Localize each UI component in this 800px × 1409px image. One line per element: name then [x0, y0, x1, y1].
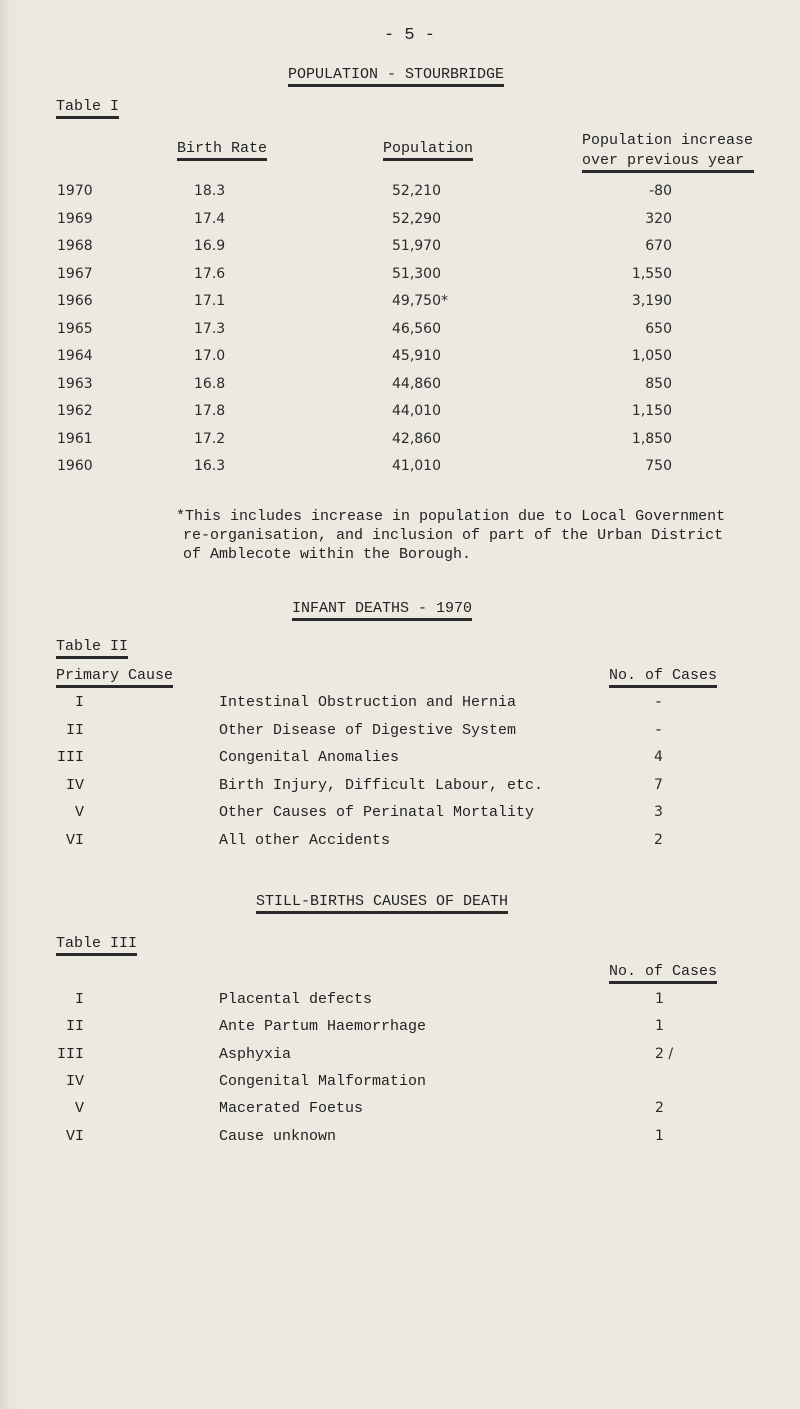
increase-cell: 3,190: [631, 293, 672, 309]
roman-numeral: V: [74, 804, 84, 821]
birth-rate-cell: 17.6: [194, 266, 226, 282]
birth-rate-cell: 16.3: [194, 458, 226, 474]
cause-cell: Macerated Foetus: [219, 1100, 364, 1117]
population-cell: 51,300: [392, 266, 441, 282]
table1-header-increase-line2: over previous year: [582, 152, 754, 173]
year-cell: 1962: [57, 403, 93, 419]
roman-numeral: III: [56, 749, 84, 766]
increase-cell: 650: [645, 321, 672, 337]
increase-cell: 1,550: [631, 266, 672, 282]
population-cell: 51,970: [392, 238, 441, 254]
table2-heading: INFANT DEATHS - 1970: [292, 600, 472, 621]
year-cell: 1970: [57, 183, 93, 199]
cause-cell: Congenital Anomalies: [219, 749, 400, 766]
population-cell: 49,750*: [392, 293, 448, 309]
year-cell: 1966: [57, 293, 93, 309]
roman-numeral: IV: [65, 777, 84, 794]
table1-footnote-line3: of Amblecote within the Borough.: [183, 546, 472, 563]
birth-rate-cell: 17.2: [194, 431, 226, 447]
increase-cell: 1,150: [631, 403, 672, 419]
table3-heading: STILL-BIRTHS CAUSES OF DEATH: [256, 893, 508, 914]
roman-numeral: IV: [65, 1073, 84, 1090]
increase-cell: 1,850: [631, 431, 672, 447]
birth-rate-cell: 18.3: [194, 183, 226, 199]
cases-cell: 1: [655, 991, 664, 1007]
table1-footnote-line2: re-organisation, and inclusion of part of the Urban District: [183, 527, 724, 544]
population-cell: 42,860: [392, 431, 441, 447]
table2-label: Table II: [56, 638, 128, 659]
birth-rate-cell: 16.9: [194, 238, 226, 254]
cause-cell: Birth Injury, Difficult Labour, etc.: [219, 777, 544, 794]
increase-cell: 850: [645, 376, 672, 392]
cause-cell: Congenital Malformation: [219, 1073, 427, 1090]
roman-numeral: II: [65, 722, 84, 739]
roman-numeral: I: [74, 991, 84, 1008]
cause-cell: Ante Partum Haemorrhage: [219, 1018, 427, 1035]
cases-cell: 1: [655, 1018, 664, 1034]
population-cell: 44,010: [392, 403, 441, 419]
increase-cell: 750: [645, 458, 672, 474]
year-cell: 1964: [57, 348, 93, 364]
birth-rate-cell: 17.3: [194, 321, 226, 337]
roman-numeral: I: [74, 694, 84, 711]
cause-cell: Asphyxia: [219, 1046, 292, 1063]
cause-cell: Intestinal Obstruction and Hernia: [219, 694, 517, 711]
population-cell: 45,910: [392, 348, 441, 364]
table2-header-cause: Primary Cause: [56, 667, 173, 688]
population-cell: 46,560: [392, 321, 441, 337]
table3-label: Table III: [56, 935, 137, 956]
year-cell: 1961: [57, 431, 93, 447]
population-cell: 52,210: [392, 183, 441, 199]
year-cell: 1960: [57, 458, 93, 474]
year-cell: 1969: [57, 211, 93, 227]
table1-header-birth-rate: Birth Rate: [177, 140, 267, 161]
birth-rate-cell: 16.8: [194, 376, 226, 392]
roman-numeral: V: [74, 1100, 84, 1117]
table2-header-cases: No. of Cases: [609, 667, 717, 688]
cases-cell: 3: [654, 804, 663, 820]
increase-cell: 320: [645, 211, 672, 227]
page-number: - 5 -: [384, 26, 436, 45]
cause-cell: Other Causes of Perinatal Mortality: [219, 804, 535, 821]
cases-cell: 4: [654, 749, 663, 765]
cases-cell: -: [654, 722, 664, 739]
increase-cell: 670: [645, 238, 672, 254]
cases-cell: 2: [654, 832, 663, 848]
birth-rate-cell: 17.0: [194, 348, 226, 364]
year-cell: 1965: [57, 321, 93, 337]
roman-numeral: III: [56, 1046, 84, 1063]
table1-header-population: Population: [383, 140, 473, 161]
roman-numeral: VI: [65, 832, 84, 849]
cause-cell: All other Accidents: [219, 832, 391, 849]
year-cell: 1967: [57, 266, 93, 282]
roman-numeral: II: [65, 1018, 84, 1035]
birth-rate-cell: 17.8: [194, 403, 226, 419]
year-cell: 1968: [57, 238, 93, 254]
birth-rate-cell: 17.4: [194, 211, 226, 227]
birth-rate-cell: 17.1: [194, 293, 226, 309]
population-cell: 41,010: [392, 458, 441, 474]
table1-label: Table I: [56, 98, 119, 119]
cases-cell: 2: [655, 1100, 664, 1116]
cases-cell: 1: [655, 1128, 664, 1144]
increase-cell: -80: [649, 183, 672, 199]
cases-cell: 7: [654, 777, 663, 793]
increase-cell: 1,050: [631, 348, 672, 364]
cases-cell: 2 /: [655, 1046, 674, 1062]
year-cell: 1963: [57, 376, 93, 392]
page-title: POPULATION - STOURBRIDGE: [288, 66, 504, 87]
cause-cell: Other Disease of Digestive System: [219, 722, 517, 739]
table1-footnote-line1: *This includes increase in population due to Local Government: [176, 508, 726, 525]
table3-header-cases: No. of Cases: [609, 963, 717, 984]
population-cell: 52,290: [392, 211, 441, 227]
table1-header-increase-line1: Population increase: [582, 132, 754, 149]
roman-numeral: VI: [65, 1128, 84, 1145]
cause-cell: Cause unknown: [219, 1128, 337, 1145]
cause-cell: Placental defects: [219, 991, 373, 1008]
population-cell: 44,860: [392, 376, 441, 392]
cases-cell: -: [654, 694, 664, 711]
